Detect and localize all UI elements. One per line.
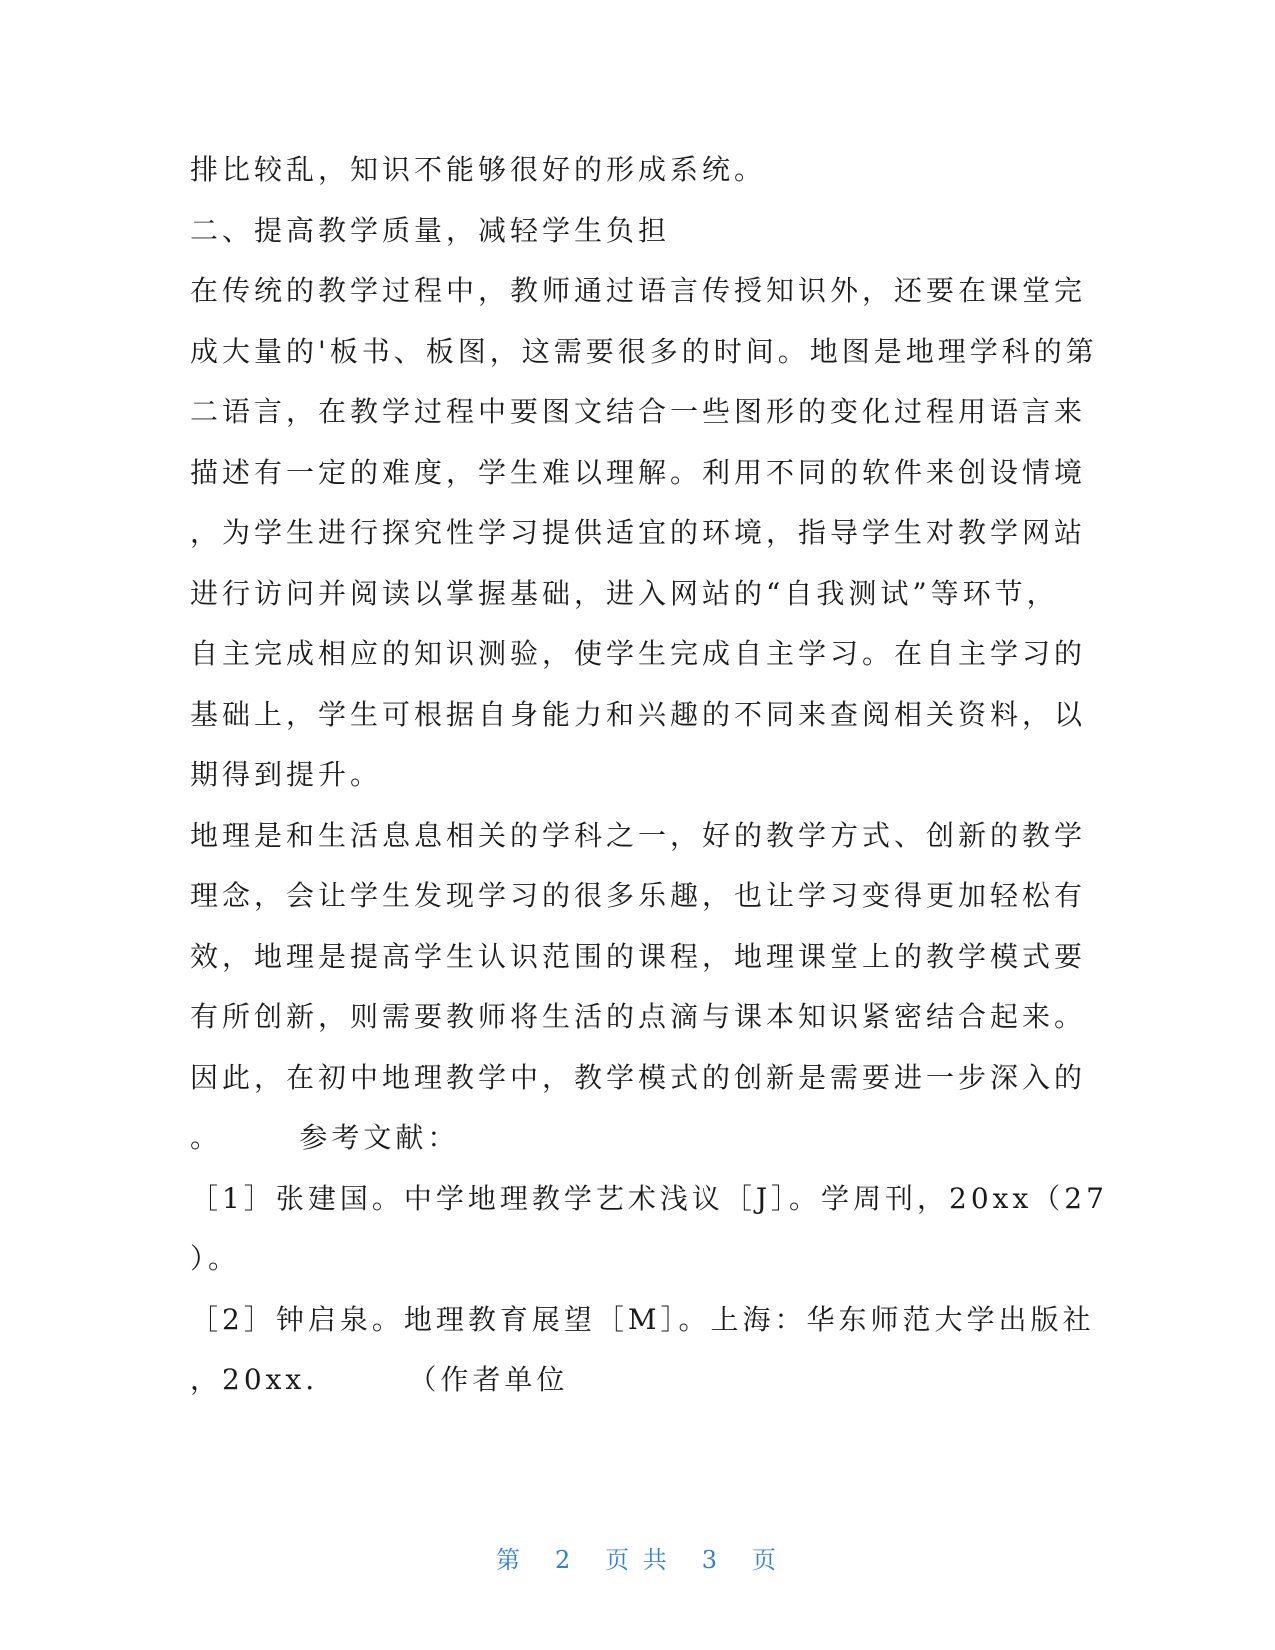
text-line: 描述有一定的难度，学生难以理解。利用不同的软件来创设情境 — [190, 455, 1087, 489]
page-footer — [0, 1540, 1275, 1575]
footer-label-page: 第 — [496, 1546, 524, 1574]
text-line: 因此，在初中地理教学中，教学模式的创新是需要进一步深入的 — [190, 1060, 1087, 1094]
text-line: 有所创新，则需要教师将生活的点滴与课本知识紧密结合起来。 — [190, 1000, 1087, 1033]
footer-label-end: 页 — [751, 1546, 779, 1574]
document-body — [190, 140, 1108, 1411]
text-line: 排比较乱，知识不能够很好的形成系统。 — [190, 153, 767, 186]
references-heading-line: 。 参考文献： — [190, 1121, 460, 1154]
footer-label-of: 页 共 — [605, 1546, 670, 1574]
section-heading: 二、提高教学质量，减轻学生负担 — [190, 213, 671, 247]
footer-total-pages: 3 — [701, 1546, 721, 1574]
text-line: 自主完成相应的知识测验，使学生完成自主学习。在自主学习的 — [190, 637, 1087, 670]
text-line: 在传统的教学过程中，教师通过语言传授知识外，还要在课堂完 — [190, 274, 1087, 307]
reference-line: ［2］钟启泉。地理教育展望［M］。上海：华东师范大学出版社 — [190, 1302, 1095, 1336]
text-line: 基础上，学生可根据自身能力和兴趣的不同来查阅相关资料，以 — [190, 697, 1087, 731]
text-line: 理念，会让学生发现学习的很多乐趣，也让学习变得更加轻松有 — [190, 879, 1087, 912]
reference-line: ，20xx. （作者单位 — [190, 1363, 569, 1396]
text-line: 进行访问并阅读以掌握基础，进入网站的“自我测试”等环节， — [190, 576, 1059, 610]
text-line: 期得到提升。 — [190, 758, 383, 791]
text-line: 地理是和生活息息相关的学科之一，好的教学方式、创新的教学 — [190, 818, 1087, 852]
text-line: ，为学生进行探究性学习提供适宜的环境，指导学生对教学网站 — [190, 516, 1087, 549]
reference-line: ）。 — [190, 1242, 241, 1275]
text-line: 成大量的'板书、板图，这需要很多的时间。地图是地理学科的第 — [190, 334, 1098, 368]
text-line: 二语言，在教学过程中要图文结合一些图形的变化过程用语言来 — [190, 395, 1087, 428]
reference-line: ［1］张建国。中学地理教学艺术浅议［J］。学周刊，20xx（27 — [190, 1181, 1108, 1215]
text-line: 效，地理是提高学生认识范围的课程，地理课堂上的教学模式要 — [190, 939, 1087, 973]
footer-current-page: 2 — [554, 1546, 574, 1574]
